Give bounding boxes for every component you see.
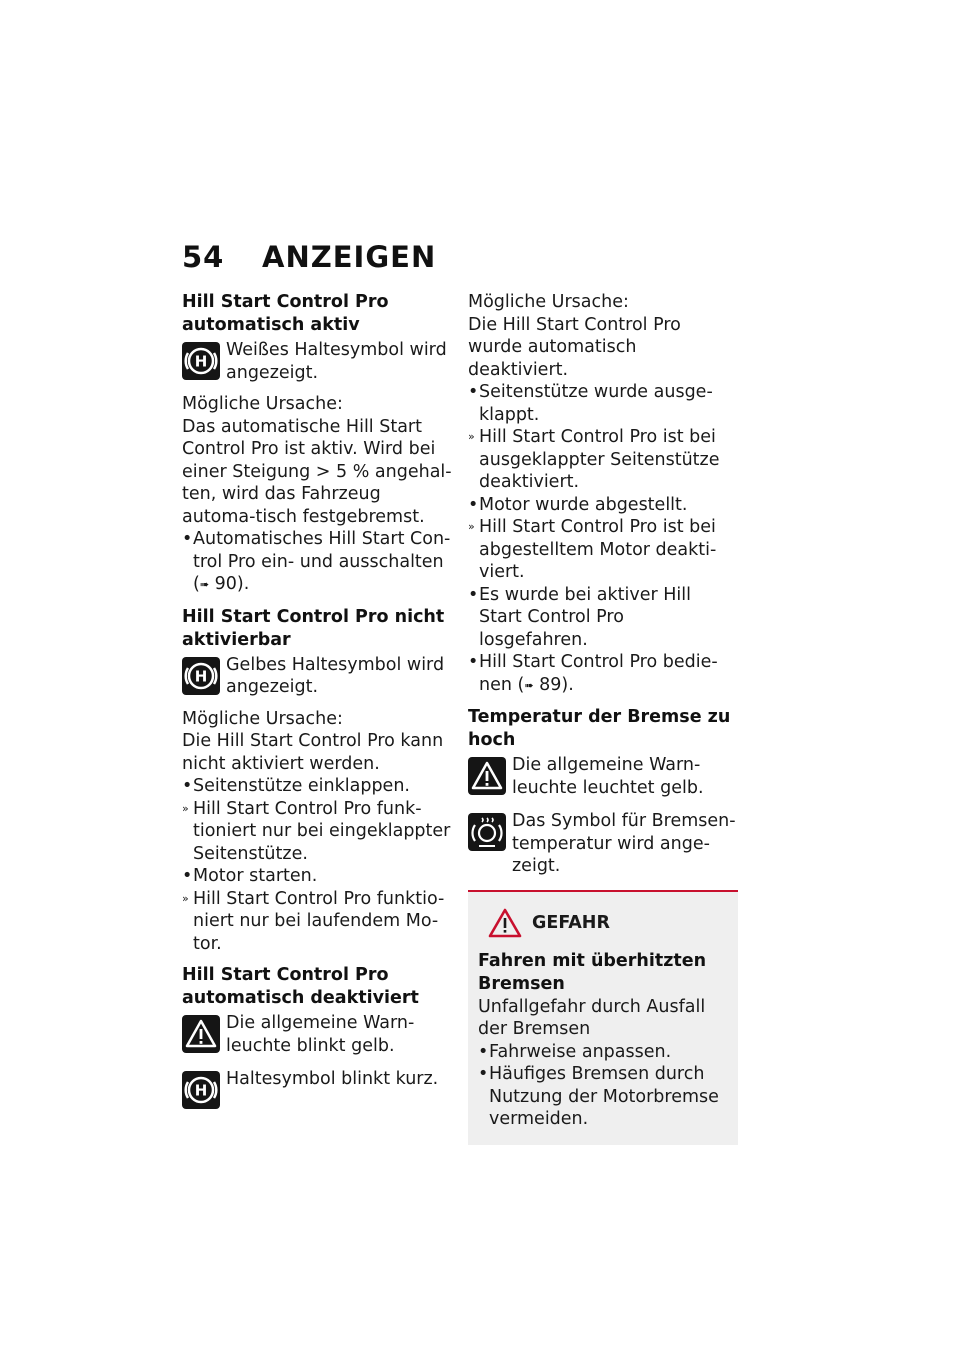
section-title-brake-temp: Temperatur der Bremse zu hoch (468, 707, 731, 750)
danger-header (478, 908, 726, 938)
symbol-text: Gelbes Haltesymbol wird angezeigt. (226, 654, 445, 697)
left-column (182, 291, 452, 1109)
svg-text:H: H (194, 1081, 208, 1100)
result-item: » Hill Start Control Pro funk-tioniert nur bei eingeklappter Seitenstütze. (182, 798, 452, 866)
brake-temperature-icon (468, 813, 506, 851)
hold-h-icon (182, 1071, 220, 1109)
symbol-text: Weißes Haltesymbol wird angezeigt. (226, 340, 447, 383)
arrow-icon: ➠ (199, 578, 210, 591)
cause-text: Das automatische Hill Start Control Pro ist aktiv. Wird bei einer Steigung > 5 % angehal-ten, wird das Fahrzeug automa-tisch festgebremst. (182, 416, 452, 527)
section-title-not-activatable: Hill Start Control Pro nicht aktivierbar (182, 606, 445, 650)
symbol-text: Haltesymbol blinkt kurz. (226, 1069, 439, 1089)
symbol-text: Die allgemeine Warn-leuchte leuchtet gelb. (512, 755, 704, 798)
danger-box (468, 890, 738, 1145)
bullet-item: • Motor wurde abgestellt. (468, 494, 738, 517)
danger-label: GEFAHR (532, 912, 610, 933)
section-title-auto-deactivated: Hill Start Control Pro automatisch deaktiviert (182, 965, 419, 1008)
hold-h-icon (182, 342, 220, 380)
cause-label: Mögliche Ursache: (182, 708, 343, 729)
result-item: » Hill Start Control Pro funktio-niert nur bei laufendem Mo-tor. (182, 888, 452, 956)
symbol-row (182, 1068, 452, 1109)
page-number: 54 (182, 240, 225, 274)
warning-triangle-icon (468, 757, 506, 795)
cause-text: Die Hill Start Control Pro wurde automatisch deaktiviert. (468, 314, 681, 380)
result-item: » Hill Start Control Pro ist bei ausgeklappter Seitenstütze deaktiviert. (468, 426, 738, 494)
warning-triangle-icon (182, 1015, 220, 1053)
bullet-item: • Fahrweise anpassen. (478, 1041, 726, 1064)
bullet-item: • Seitenstütze einklappen. (182, 775, 452, 798)
svg-text:H: H (194, 667, 208, 685)
symbol-row (182, 654, 452, 699)
symbol-row (468, 810, 738, 878)
symbol-text: Die allgemeine Warn-leuchte blinkt gelb. (226, 1013, 415, 1056)
danger-text: Unfallgefahr durch Ausfall der Bremsen (478, 996, 706, 1039)
bullet-item: • Seitenstütze wurde ausge-klappt. (468, 381, 738, 426)
symbol-row (468, 754, 738, 799)
arrow-icon: ➠ (524, 678, 534, 692)
page-header (182, 240, 436, 274)
symbol-text: Das Symbol für Bremsen-temperatur wird ange-zeigt. (512, 811, 736, 876)
chapter-title: ANZEIGEN (262, 240, 437, 274)
hold-h-icon (182, 657, 220, 695)
bullet-item: • Automatisches Hill Start Con-trol Pro ein- und ausschalten (➠ 90). (182, 528, 452, 597)
symbol-row (182, 339, 452, 384)
bullet-item: • Motor starten. (182, 865, 452, 888)
page-ref-link[interactable]: 90 (214, 574, 237, 594)
page-ref-link[interactable]: 89 (539, 674, 562, 695)
svg-text:H: H (194, 352, 208, 371)
symbol-row (182, 1012, 452, 1057)
cause-label: Mögliche Ursache: (182, 394, 343, 414)
danger-title: Fahren mit überhitzten Bremsen (478, 950, 707, 994)
result-item: » Hill Start Control Pro ist bei abgestelltem Motor deakti-viert. (468, 516, 738, 584)
bullet-item: • Hill Start Control Pro bedie-nen (➠ 89). (468, 651, 738, 697)
danger-triangle-icon (488, 908, 522, 938)
right-column (468, 291, 738, 1145)
bullet-item: • Häufiges Bremsen durch Nutzung der Motorbremse vermeiden. (478, 1063, 726, 1131)
cause-label: Mögliche Ursache: (468, 292, 629, 312)
cause-text: Die Hill Start Control Pro kann nicht aktiviert werden. (182, 731, 444, 774)
section-title-auto-active: Hill Start Control Pro automatisch aktiv (182, 292, 389, 335)
bullet-item: • Es wurde bei aktiver Hill Start Control Pro losgefahren. (468, 584, 738, 652)
